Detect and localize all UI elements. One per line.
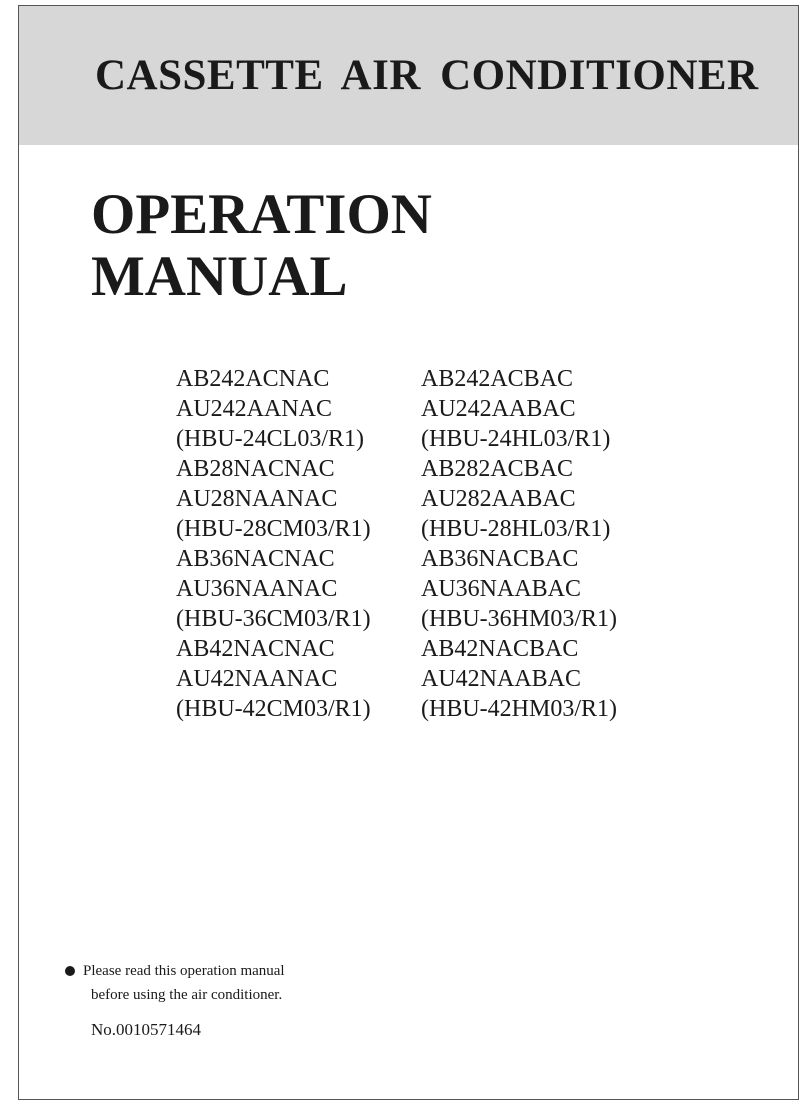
document-number: No.0010571464 [91,1020,202,1039]
model-item: AB42NACBAC [421,636,579,662]
notice-line1: Please read this operation manual [83,963,285,979]
model-item: AU36NAABAC [421,576,582,602]
bullet-icon [65,966,75,976]
read-manual-notice [63,959,285,1007]
notice-line2: before using the air conditioner. [91,987,283,1003]
model-item: (HBU-28CM03/R1) [176,516,371,542]
model-item: AB36NACBAC [421,546,579,572]
model-item: (HBU-24CL03/R1) [176,426,364,452]
model-list-left [176,364,371,724]
model-item: AB242ACNAC [176,366,330,392]
model-item: AU42NAANAC [176,666,338,692]
model-item: (HBU-42CM03/R1) [176,696,371,722]
model-item: AB242ACBAC [421,366,574,392]
model-list-right [421,364,617,724]
header-title: CASSETTE AIR CONDITIONER [95,52,759,99]
model-item: (HBU-28HL03/R1) [421,516,611,542]
header-band [19,6,798,145]
manual-title-line2: MANUAL [91,245,348,308]
model-item: AU242AABAC [421,396,576,422]
model-item: (HBU-42HM03/R1) [421,696,617,722]
model-item: AB282ACBAC [421,456,574,482]
model-item: AU28NAANAC [176,486,338,512]
model-item: (HBU-36HM03/R1) [421,606,617,632]
model-item: (HBU-24HL03/R1) [421,426,611,452]
manual-title [91,184,432,308]
model-item: AU282AABAC [421,486,576,512]
model-item: AU42NAABAC [421,666,582,692]
model-item: AB42NACNAC [176,636,335,662]
model-item: AU36NAANAC [176,576,338,602]
model-item: (HBU-36CM03/R1) [176,606,371,632]
page-frame [18,5,799,1100]
model-item: AU242AANAC [176,396,332,422]
model-item: AB28NACNAC [176,456,335,482]
manual-title-line1: OPERATION [91,183,432,246]
model-item: AB36NACNAC [176,546,335,572]
